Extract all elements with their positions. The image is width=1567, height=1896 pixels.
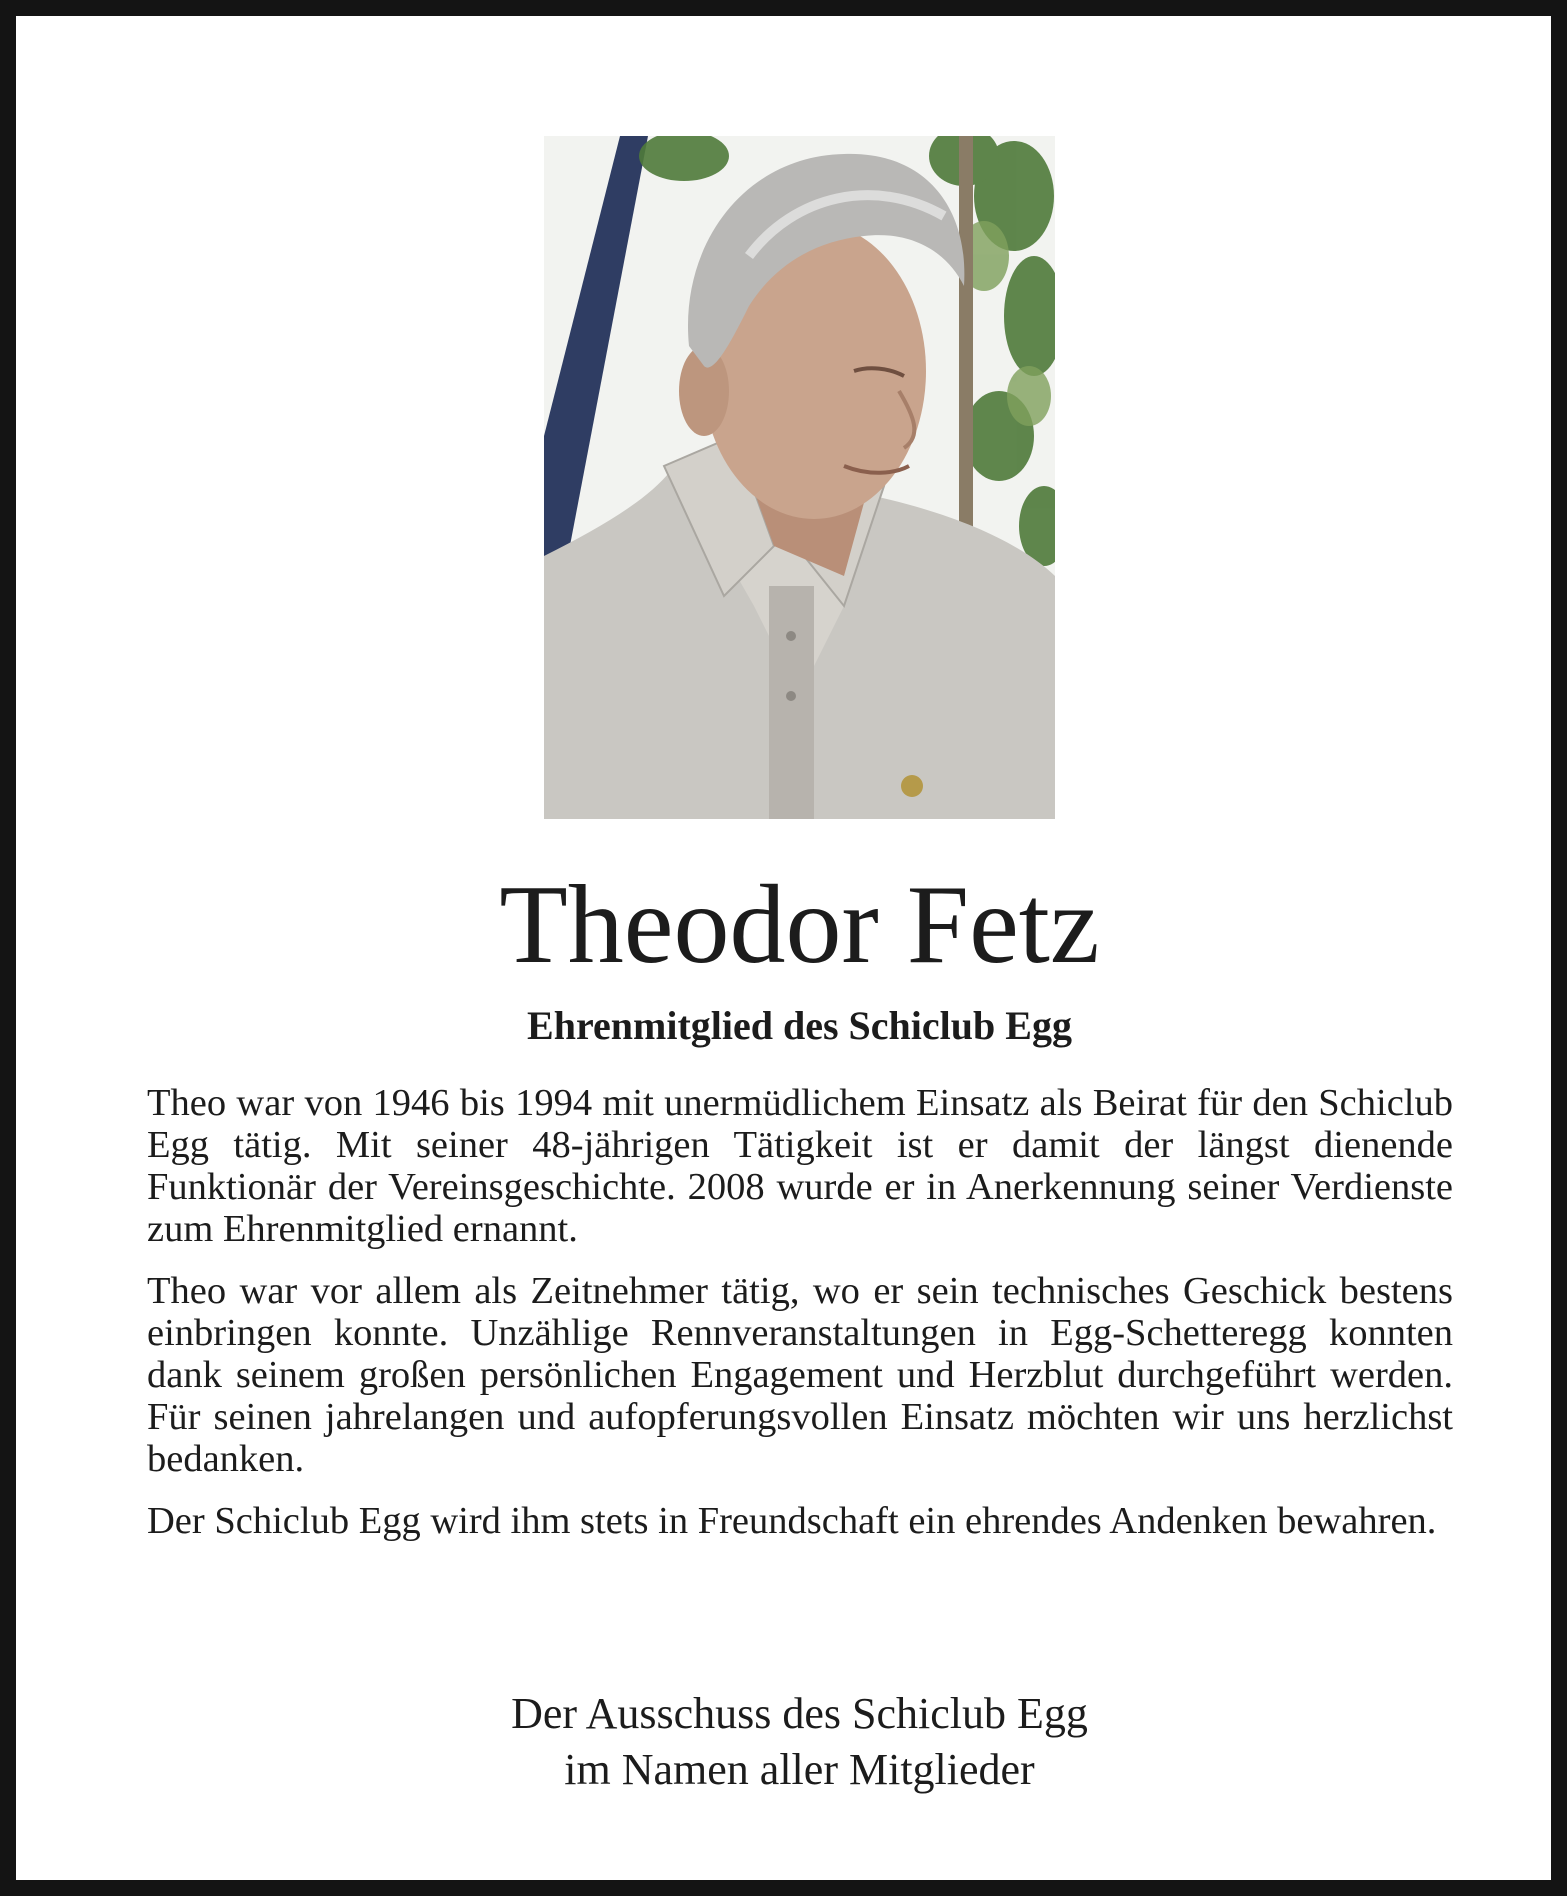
portrait-photo [544,136,1055,819]
signature-line: im Namen aller Mitglieder [564,1745,1035,1794]
tribute-paragraph: Theo war von 1946 bis 1994 mit unermüdlichem Einsatz als Beirat für den Schiclub Egg tätig. Mit seiner 48-jährigen Tätigkeit ist er damit der längst dienende Funktionär der Vereinsgeschichte. 2008 wurde er in Anerkennung seiner Verdienste zum Ehrenmitglied ernannt. [147,1082,1453,1250]
signature-block [16,1686,1567,1798]
tribute-paragraph: Theo war vor allem als Zeitnehmer tätig, wo er sein technisches Geschick bestens einbringen konnte. Unzählige Rennveranstaltungen in Egg-Schetteregg konnten dank seinem großen persönlichen Engagement und Herzblut durchgeführt werden. Für seinen jahrelangen und aufopferungsvollen Einsatz möchten wir uns herzlichst bedanken. [147,1270,1453,1480]
signature-line: Der Ausschuss des Schiclub Egg [511,1689,1088,1738]
deceased-name: Theodor Fetz [499,863,1100,987]
portrait-illustration [544,136,1055,819]
tribute-text [147,1082,1453,1562]
tribute-paragraph: Der Schiclub Egg wird ihm stets in Freundschaft ein ehrendes Andenken bewahren. [147,1500,1437,1542]
honorary-title: Ehrenmitglied des Schiclub Egg [527,1003,1072,1048]
